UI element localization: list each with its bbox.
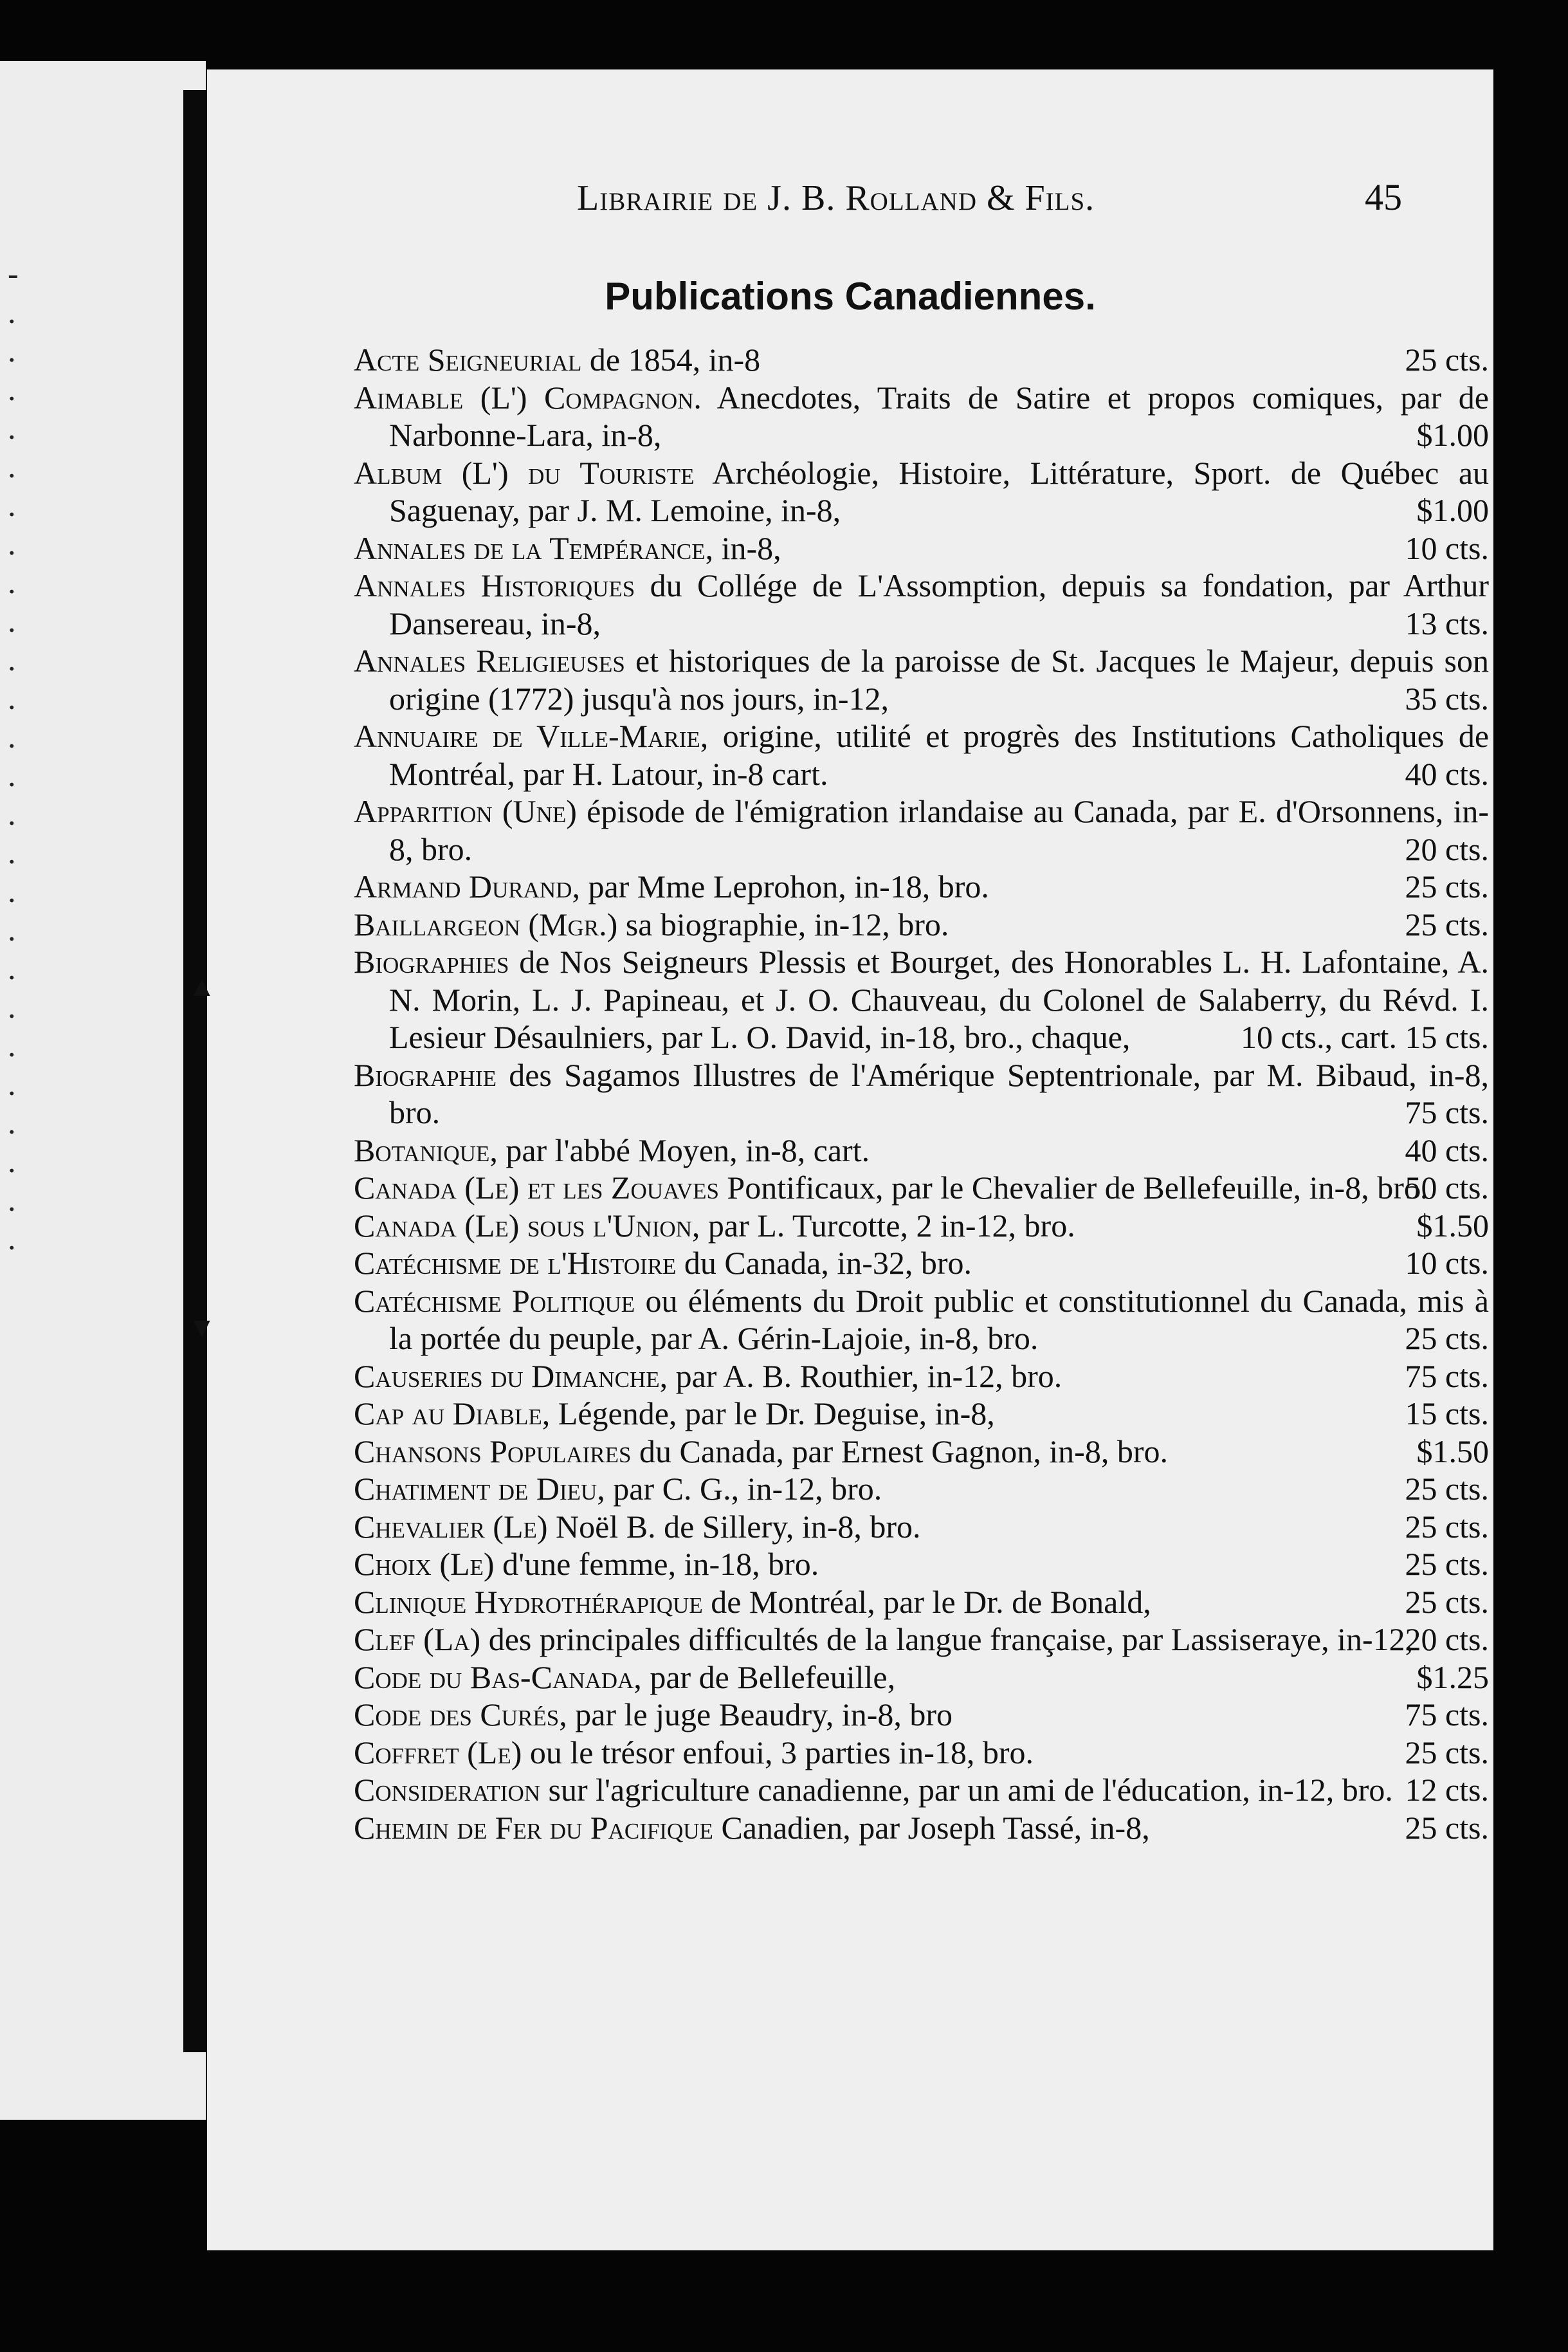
running-head: Librairie de J. B. Rolland & Fils.	[577, 178, 1095, 218]
list-item: Baillargeon (Mgr.) sa biographie, in-12, bro. 25 cts.	[354, 906, 1489, 942]
catalog-page	[188, 69, 1493, 2250]
list-item: Catéchisme de l'Histoire du Canada, in-32, bro. 10 cts.	[354, 1245, 1489, 1281]
list-item: Code des Curés, par le juge Beaudry, in-8, bro 75 cts.	[354, 1696, 1489, 1732]
list-item: Chevalier (Le) Noël B. de Sillery, in-8, bro. 25 cts.	[354, 1508, 1489, 1545]
list-item: Chansons Populaires du Canada, par Ernest Gagnon, in-8, bro. $1.50	[354, 1433, 1489, 1469]
list-item: Choix (Le) d'une femme, in-18, bro. 25 cts.	[354, 1546, 1489, 1582]
list-item: Acte Seigneurial de 1854, in-8 25 cts.	[354, 342, 1489, 378]
list-item: Code du Bas-Canada, par de Bellefeuille, $1.25	[354, 1658, 1489, 1695]
section-title: Publications Canadiennes.	[605, 275, 1096, 318]
list-item: Armand Durand, par Mme Leprohon, in-18, bro. 25 cts.	[354, 868, 1489, 905]
list-item: Canada (Le) sous l'Union, par L. Turcotte, 2 in-12, bro. $1.50	[354, 1207, 1489, 1244]
list-item: Biographie des Sagamos Illustres de l'Amérique Septentrionale, par M. Bibaud, in-8, bro. 75 cts.	[354, 1056, 1490, 1130]
list-item: Annales Historiques du Collége de L'Assomption, depuis sa fondation, par Arthur Dansereau, in-8, 13 cts.	[354, 567, 1490, 641]
book-gutter	[183, 90, 206, 2052]
list-item: Clef (La) des principales difficultés de la langue française, par Lassiseraye, in-12, 20 cts.	[354, 1621, 1489, 1657]
margin-mark: ▼	[188, 1312, 216, 1343]
list-item: Chatiment de Dieu, par C. G., in-12, bro. 25 cts.	[354, 1471, 1489, 1507]
list-item: Annales Religieuses et historiques de la paroisse de St. Jacques le Majeur, depuis son origine (1772) jusqu'à nos jours, in-12, 35 cts.	[354, 643, 1489, 717]
list-item: Biographies de Nos Seigneurs Plessis et Bourget, des Honorables L. H. Lafontaine, A. N. Morin, L. J. Papineau, et J. O. Chauveau, du Colonel de Salaberry, du Révd. I. Lesieur Désaulniers, par L. O. David, in-18, bro., chaque, 10 cts., cart. 15 cts.	[354, 944, 1490, 1055]
list-item: Botanique, par l'abbé Moyen, in-8, cart. 40 cts.	[354, 1132, 1489, 1168]
page-number: 45	[1365, 176, 1402, 218]
list-item: Aimable (L') Compagnon. Anecdotes, Traits de Satire et propos comiques, par de Narbonne-Lara, in-8, $1.00	[354, 379, 1489, 453]
list-item: Canada (Le) et les Zouaves Pontificaux, par le Chevalier de Bellefeuille, in-8, bro. 50 cts.	[354, 1170, 1489, 1206]
facing-page-fragment	[0, 61, 206, 2120]
catalog-entries	[354, 341, 1489, 1846]
list-item: Apparition (Une) épisode de l'émigration irlandaise au Canada, par E. d'Orsonnens, in-8, bro. 20 cts.	[354, 793, 1489, 867]
list-item: Coffret (Le) ou le trésor enfoui, 3 parties in-18, bro. 25 cts.	[354, 1734, 1489, 1770]
list-item: Clinique Hydrothérapique de Montréal, par le Dr. de Bonald, 25 cts.	[354, 1583, 1489, 1620]
list-item: Chemin de Fer du Pacifique Canadien, par Joseph Tassé, in-8, 25 cts.	[354, 1809, 1489, 1846]
margin-mark: ▲	[188, 971, 216, 1002]
list-item: Cap au Diable, Légende, par le Dr. Deguise, in-8, 15 cts.	[354, 1395, 1489, 1431]
list-item: Consideration sur l'agriculture canadienne, par un ami de l'éducation, in-12, bro. 12 cts.	[354, 1772, 1489, 1808]
list-item: Catéchisme Politique ou éléments du Droit public et constitutionnel du Canada, mis à la portée du peuple, par A. Gérin-Lajoie, in-8, bro. 25 cts.	[354, 1282, 1489, 1356]
list-item: Annales de la Tempérance, in-8, 10 cts.	[354, 529, 1489, 566]
facing-page-line-ends: - . . . . . . . . . . . . . . . . . . . . . . . . .	[8, 255, 19, 1256]
list-item: Causeries du Dimanche, par A. B. Routhier, in-12, bro. 75 cts.	[354, 1357, 1489, 1394]
list-item: Album (L') du Touriste Archéologie, Histoire, Littérature, Sport. de Québec au Saguenay, par J. M. Lemoine, in-8, $1.00	[354, 454, 1490, 528]
list-item: Annuaire de Ville-Marie, origine, utilité et progrès des Institutions Catholiques de Montréal, par H. Latour, in-8 cart. 40 cts.	[354, 718, 1490, 792]
